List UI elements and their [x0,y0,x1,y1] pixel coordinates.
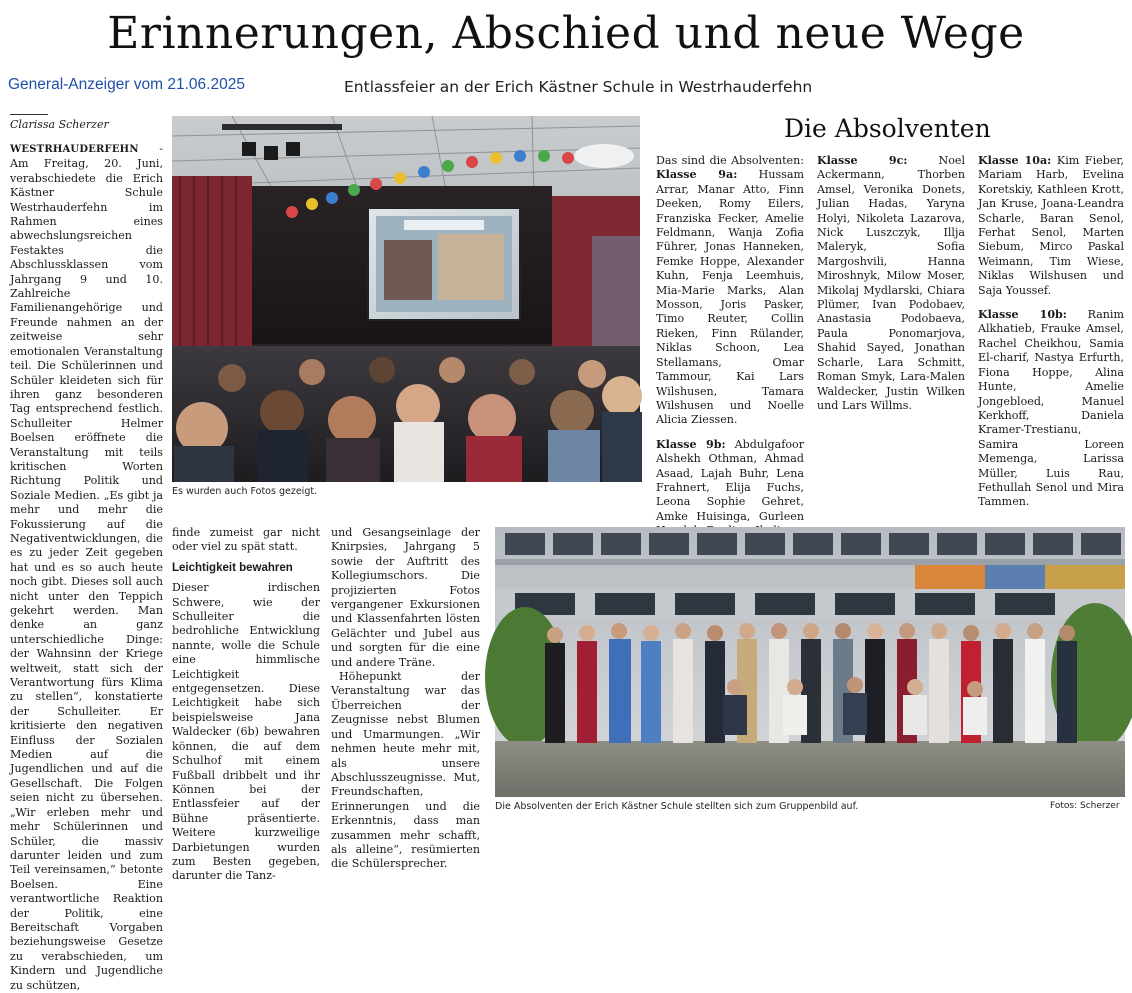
article-text-col3-p2: Höhepunkt der Veranstaltung war das Überreichen der Zeugnisse nebst Blumen und Umarmungen. „Wir nehmen heute mehr mit, als unsere Abschlusszeugnisse. Mut, Freundschaften, Erinnerungen und die Erkenntnis, dass man zusammen mehr schafft, als alleine“, resümierten die Schülersprecher. [331,670,480,871]
klasse-9c-label: Klasse 9c: [817,154,908,167]
subheadline: Entlassfeier an der Erich Kästner Schule in Westrhauderfehn [344,78,813,96]
article-text-col2-intro: finde zumeist gar nicht oder viel zu spät statt. [172,526,320,554]
auditorium-photo-caption: Es wurden auch Fotos gezeigt. [172,486,318,497]
article-column-3 [331,526,480,871]
headline: Erinnerungen, Abschied und neue Wege [107,8,1025,59]
author: Clarissa Scherzer [10,118,109,131]
klasse-10b-label: Klasse 10b: [978,308,1067,322]
klasse-10a-label: Klasse 10a: [978,154,1052,167]
article-text-col1: - Am Freitag, 20. Juni, verabschiedete die Erich Kästner Schule Westrhauderfehn im Rahmen eines abwechslungsreichen Festaktes die Abschlussklassen vom Jahrgang 9 und 10. Zahlreiche Familienangehörige und Freunde nahmen an der zeitweise sehr emotionalen Veranstaltung teil. Die Schülerinnen und Schüler kleideten sich für ihren ganz besonderen Tag entsprechend festlich. Schulleiter Helmer Boelsen eröffnete die Veranstaltung mit teils kritischen Worten Richtung Politik und Soziale Medien. „Es gibt ja mehr und mehr die Fokussierung auf die Negativentwicklungen, die es zu jeder Zeit gegeben hat und es so auch heute noch gibt. Dieses soll auch nicht unter den Teppich gekehrt werden. Man denke an ganz unterschiedliche Dinge: der Wahnsinn der Kriege weltweit, statt sich der Verantwortung fürs Klima zu stellen“, konstatierte der Schulleiter. Er kritisierte den negativen Einfluss der Sozialen Medien auf die Jugendlichen und auf die Gesellschaft. Die Folgen seien nicht zu übersehen. „Wir erleben mehr und mehr Schülerinnen und Schüler, die massiv darunter leiden und zum Teil vereinsamen,“ betonte Boelsen. Eine verantwortliche Reaktion der Politik, eine Bereitschaft Vorgaben beziehungsweise Gesetze zu verabschieden, um Kindern und Jugendliche zu schützen, [10,142,163,992]
group-photo [495,527,1125,797]
klasse-9b-label: Klasse 9b: [656,437,726,451]
article-column-2 [172,526,320,883]
article-text-col2: Dieser irdischen Schwere, wie der Schulleiter die bedrohliche Entwicklung nannte, wolle die Schule eine himmlische Leichtigkeit entgegensetzen. Diese Leichtigkeit habe sich beispielsweise Jana Waldecker (6b) bewahren können, die auf dem Schulhof mit einem Fußball dribbelt und ihr Können bei der Entlassfeier auf der Bühne präsentierte. Weitere kurzweilige Darbietungen wurden zum Besten gegeben, darunter die Tanz- [172,581,320,883]
klasse-9c-names: Noel Ackermann, Thorben Amsel, Veronika Donets, Julian Hadas, Yarynа Holyi, Nikoleta Lazarova, Nick Luszczyk, Illja Maleryk, Sofia Margoshvili, Hanna Miroshnyk, Milow Moser, Mikolaj Mydlarski, Chiara Plümer, Ivan Podobaev, Anastasia Podobaeva, Paula Ponomarjova, Shahid Sayed, Jonathan Scharle, Lara Schmitt, Roman Smyk, Lara-Malen Waldecker, Justin Wilken und Lars Willms. [817,154,965,412]
group-photo-caption: Die Absolventen der Erich Kästner Schule stellten sich zum Gruppenbild auf. [495,801,859,812]
graduates-column-2 [817,154,965,504]
article-text-col3-p1: und Gesangseinlage der Knirpsies, Jahrgang 5 sowie der Auftritt des Kollegiumschors. Die projizierten Fotos vergangener Exkursionen und Klassenfahrten lösten Gelächter und Jubel aus und sorgten für die eine und andere Träne. [331,526,480,669]
photo-credit: Fotos: Scherzer [1050,801,1120,811]
graduates-column-1 [656,154,804,526]
author-rule [10,114,48,115]
graduates-column-3 [978,154,1124,524]
klasse-10b-names: Ranim Alkhatieb, Frauke Amsel, Rachel Cheikhou, Samia El-charif, Nastya Erfurth, Fiona Hoppe, Alina Hunte, Amelie Jongebloed, Manuel Kerkhoff, Daniela Kramer-Trestianu, Samira Loreen Memenga, Larissa Müller, Luis Rau, Fethullah Senol und Mira Tammen. [978,308,1124,509]
klasse-9a-names: Hussam Arrar, Manar Atto, Finn Deeken, Romy Eilers, Franziska Fecker, Amelie Feldmann, Wanja Zofia Führer, Jonas Hanneken, Femke Hoppe, Alexander Kuhn, Fenja Leemhuis, Mia-Marie Marks, Alan Mosson, Joris Pasker, Timo Reuter, Collin Rieken, Finn Rülander, Niklas Schoon, Lea Stellamans, Omar Tammour, Kai Lars Wilshusen, Tamara Wilshusen und Noelle Alicia Ziessen. [656,168,804,427]
auditorium-photo [172,116,640,482]
graduates-intro: Das sind die Absolventen: [656,154,804,167]
source-line: General-Anzeiger vom 21.06.2025 [8,76,245,93]
dateline: WESTRHAUDERFEHN [10,144,139,155]
klasse-9a-label: Klasse 9a: [656,168,738,182]
klasse-10a-names: Kim Fieber, Mariam Harb, Evelina Koretskiy, Kathleen Krott, Jan Kruse, Joana-Leandra Scharle, Baran Senol, Ferhat Senol, Marten Siebum, Mirco Paskal Weimann, Tim Wiese, Niklas Wilshusen und Saja Youssef. [978,154,1124,297]
graduates-title: Die Absolventen [784,114,991,143]
article-column-1 [10,142,163,992]
subheading-leichtigkeit: Leichtigkeit bewahren [172,561,293,574]
klasse-9b-names: Abdulgafoor Alshekh Othman, Ahmad Asaad, Lajah Buhr, Lena Frahnert, Elija Fuchs, Leona Sophie Gehret, Amke Huisinga, Gurleen [656,437,805,523]
